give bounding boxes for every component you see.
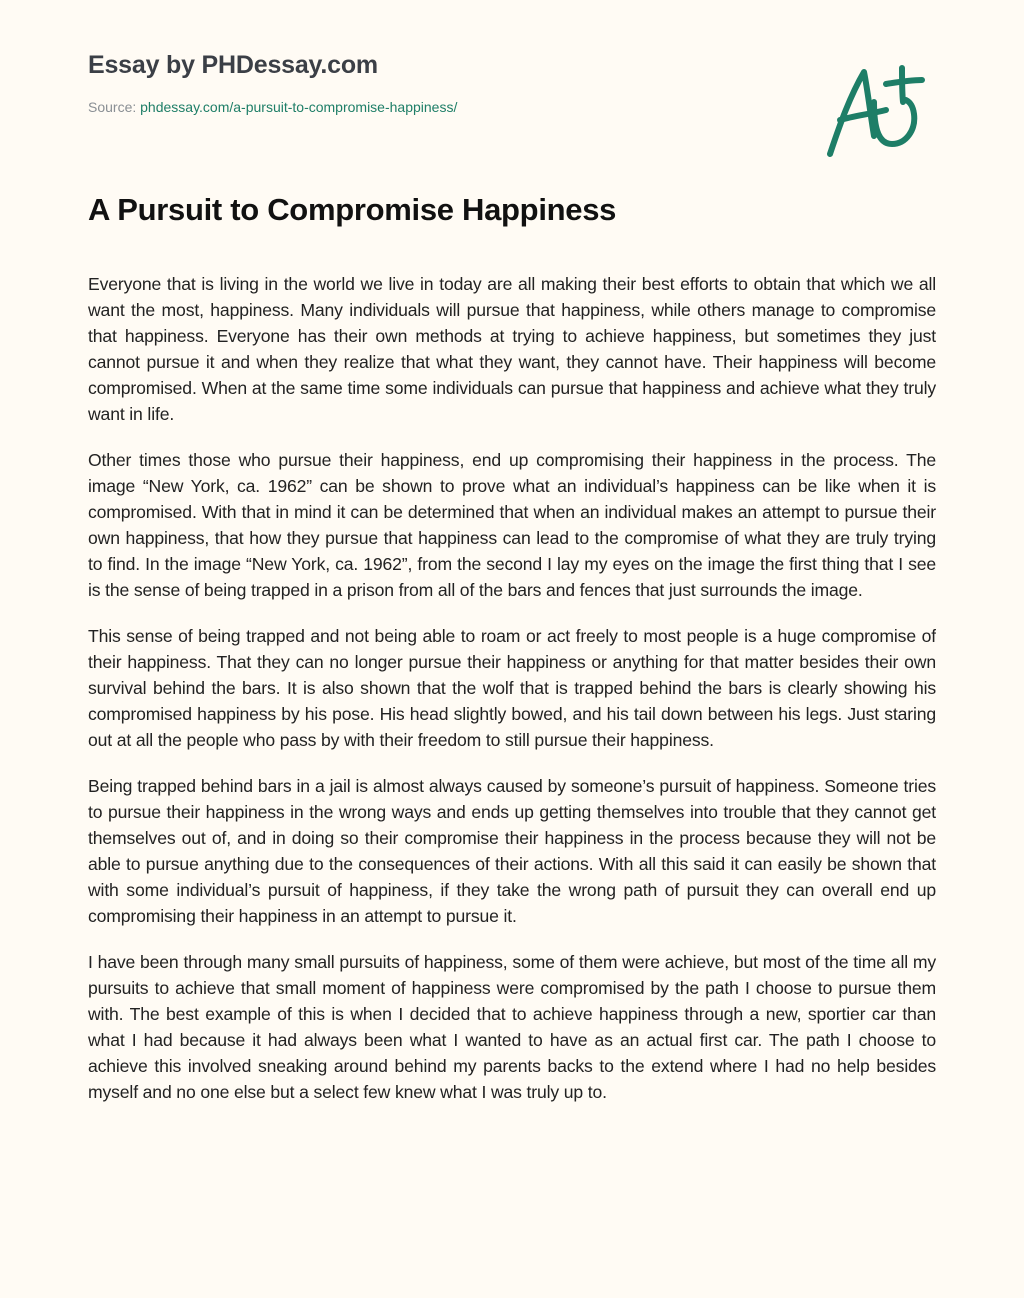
source-link[interactable]: phdessay.com/a-pursuit-to-compromise-happiness/ — [140, 99, 458, 115]
essay-paragraph: Other times those who pursue their happiness, end up compromising their happiness in the process. The image “New York, ca. 1962” can be shown to prove what an individual’s happiness can be like when it is compromised. With that in mind it can be determined that when an individual makes an attempt to pursue their own happiness, that how they pursue that happiness can lead to the compromise of what they are truly trying to find. In the image “New York, ca. 1962”, from the second I lay my eyes on the image the first thing that I see is the sense of being trapped in a prison from all of the bars and fences that just surrounds the image. — [88, 450, 936, 600]
essay-paragraph: Everyone that is living in the world we live in today are all making their best efforts to obtain that which we all want the most, happiness. Many individuals will pursue that happiness, while others manage to compromise that happiness. Everyone has their own methods at trying to achieve happiness, but sometimes they just cannot pursue it and when they realize that what they want, they cannot have. Their happiness will become compromised. When at the same time some individuals can pursue that happiness and achieve what they truly want in life. — [88, 274, 936, 424]
essay-paragraph: I have been through many small pursuits of happiness, some of them were achieve, but most of the time all my pursuits to achieve that small moment of happiness were compromised by the path I choose to pursue them with. The best example of this is when I decided that to achieve happiness through a new, sportier car than what I had because it had always been what I wanted to have as an actual first car. The path I choose to achieve this involved sneaking around behind my parents backs to the extend where I had no help besides myself and no one else but a select few knew what I was truly up to. — [88, 952, 936, 1102]
site-header — [88, 48, 648, 116]
essay-paragraph: This sense of being trapped and not being able to roam or act freely to most people is a huge compromise of their happiness. That they can no longer pursue their happiness or anything for that matter besides their own survival behind the bars. It is also shown that the wolf that is trapped behind the bars is clearly showing his compromised happiness by his pose. His head slightly bowed, and his tail down between his legs. Just staring out at all the people who pass by with their freedom to still pursue their happiness. — [88, 626, 936, 750]
essay-body — [88, 271, 936, 1250]
source-label: Source: — [88, 99, 137, 115]
a-plus-grade-icon — [818, 62, 934, 162]
site-title: Essay by PHDessay.com — [88, 51, 378, 79]
source-line — [88, 98, 648, 116]
essay-title: A Pursuit to Compromise Happiness — [88, 192, 617, 227]
essay-paragraph: Being trapped behind bars in a jail is almost always caused by someone’s pursuit of happiness. Someone tries to pursue their happiness in the wrong ways and ends up getting themselves into trouble that they cannot get themselves out of, and in doing so their compromise their happiness in the process because they will not be able to pursue anything due to the consequences of their actions. With all this said it can easily be shown that with some individual’s pursuit of happiness, if they take the wrong path of pursuit they can overall end up compromising their happiness in an attempt to pursue it. — [88, 776, 936, 926]
